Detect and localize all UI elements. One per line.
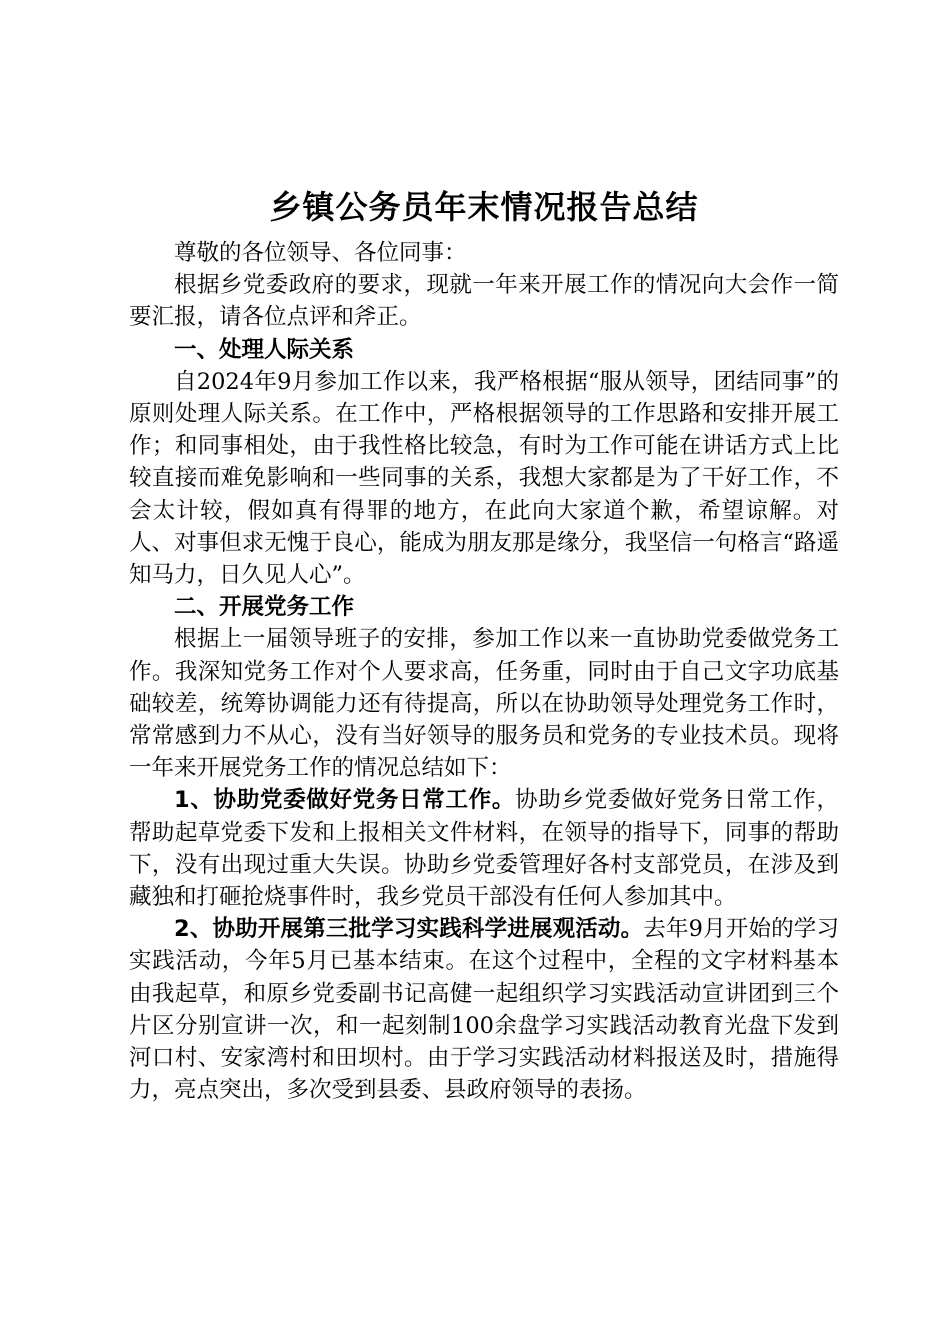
document-title: 乡镇公务员年末情况报告总结 bbox=[269, 188, 699, 226]
section1-paragraph: 自2024年9月参加工作以来，我严格根据“服从领导，团结同事”的原则处理人际关系。在工作中，严格根据领导的工作思路和安排开展工作；和同事相处，由于我性格比较急，有时为工作可能在讲话方式上比较直接而难免影响和一些同事的关系，我想大家都是为了干好工作，不会太计较，假如真有得罪的地方，在此向大家道个歉，希望谅解。对人、对事但求无愧于良心，能成为朋友那是缘分，我坚信一句格言“路遥知马力，日久见人心”。 bbox=[129, 368, 839, 589]
item2-lead: 2、协助开展第三批学习实践科学进展观活动。 bbox=[174, 916, 644, 943]
section2-heading: 二、开展党务工作 bbox=[174, 594, 355, 621]
item2-body: 去年9月开始的学习实践活动，今年5月已基本结束。在这个过程中，全程的文字材料基本由我起草，和原乡党委副书记高健一起组织学习实践活动宣讲团到三个片区分别宣讲一次，和一起刻制100余盘学习实践活动教育光盘下发到河口村、安家湾村和田坝村。由于学习实践活动材料报送及时，措施得力，亮点突出，多次受到县委、县政府领导的表扬。 bbox=[129, 916, 839, 1104]
intro-paragraph: 根据乡党委政府的要求，现就一年来开展工作的情况向大会作一简要汇报，请各位点评和斧正。 bbox=[129, 272, 839, 331]
item1-paragraph bbox=[129, 784, 839, 913]
section1-heading: 一、处理人际关系 bbox=[174, 336, 355, 363]
item2-paragraph bbox=[129, 913, 839, 1106]
item1-lead: 1、协助党委做好党务日常工作。 bbox=[174, 787, 516, 814]
item1-body: 协助乡党委做好党务日常工作，帮助起草党委下发和上报相关文件材料，在领导的指导下，同事的帮助下，没有出现过重大失误。协助乡党委管理好各村支部党员，在涉及到藏独和打砸抢烧事件时，我乡党员干部没有任何人参加其中。 bbox=[129, 787, 839, 911]
salutation: 尊敬的各位领导、各位同事： bbox=[174, 240, 467, 266]
document-body bbox=[129, 183, 839, 1106]
section2-paragraph: 根据上一届领导班子的安排，参加工作以来一直协助党委做党务工作。我深知党务工作对个人要求高，任务重，同时由于自己文字功底基础较差，统筹协调能力还有待提高，所以在协助领导处理党务工作时，常常感到力不从心，没有当好领导的服务员和党务的专业技术员。现将一年来开展党务工作的情况总结如下： bbox=[129, 626, 839, 782]
